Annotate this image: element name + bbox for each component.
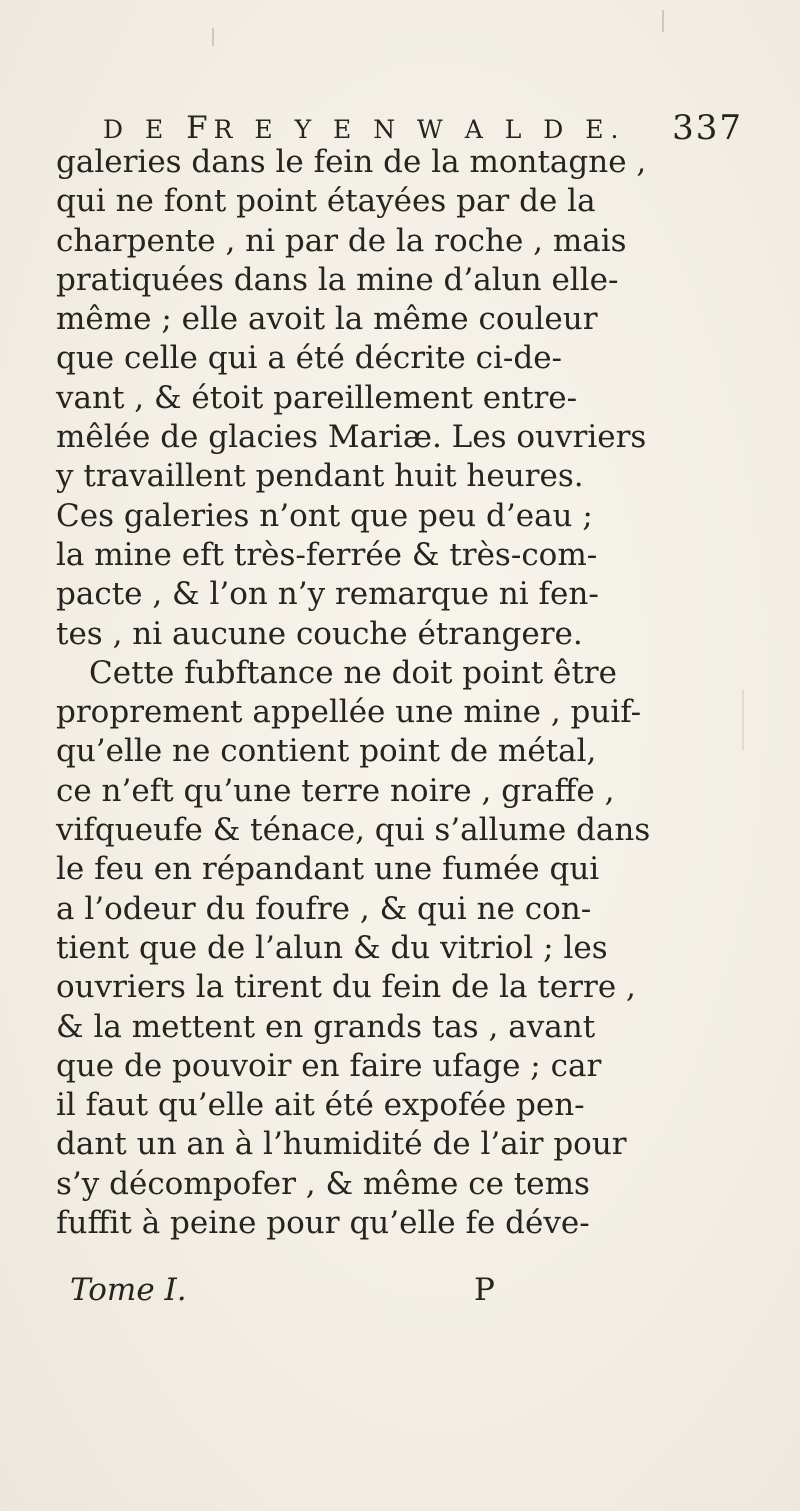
text-line: ouvriers la tirent du fein de la terre , [56,969,636,1006]
text-line: qu’elle ne contient point de métal, [56,733,597,770]
text-line: tient que de l’alun & du vitriol ; les [56,929,608,966]
text-line: il faut qu’elle ait été expofée pen- [56,1087,585,1124]
text-line: a l’odeur du foufre , & qui ne con- [56,890,592,927]
text-line: fuffit à peine pour qu’elle fe déve- [56,1205,590,1242]
page-number: 337 [672,108,743,148]
volume-label: Tome I. [70,1272,187,1308]
text-line: pacte , & l’on n’y remarque ni fen- [56,576,599,613]
text-line: que de pouvoir en faire ufage ; car [56,1047,602,1084]
text-line: vifqueufe & ténace, qui s’allume dans [56,812,651,849]
text-line: le feu en répandant une fumée qui [56,851,600,888]
paper-mark [662,10,664,32]
text-line: que celle qui a été décrite ci-de- [56,340,563,377]
text-line: charpente , ni par de la roche , mais [56,222,627,259]
running-head-initial: F [186,110,214,146]
text-line: s’y décompofer , & même ce tems [56,1165,590,1202]
text-line: ce n’eft qu’une terre noire , graffe , [56,772,615,809]
body-text [56,143,742,1243]
text-line: Cette fubftance ne doit point être [89,654,617,691]
text-line: & la mettent en grands tas , avant [56,1008,596,1045]
page-footer [70,1272,670,1322]
text-line: y travaillent pendant huit heures. [56,458,584,495]
text-line: proprement appellée une mine , puif- [56,694,642,731]
running-head-title: R E Y E N W A L D E. [213,115,626,144]
running-head-prefix: D E [103,115,171,144]
text-line: tes , ni aucune couche étrangere. [56,615,583,652]
text-line: même ; elle avoit la même couleur [56,301,598,338]
signature-mark: P [474,1272,495,1308]
text-line: la mine eft très-ferrée & très-com- [56,536,598,573]
text-line: mêlée de glacies Mariæ. Les ouvriers [56,419,647,456]
paper-mark [212,28,214,46]
text-line: Ces galeries n’ont que peu d’eau ; [56,497,593,534]
paper-mark [742,690,744,750]
text-line: dant un an à l’humidité de l’air pour [56,1126,627,1163]
text-line: vant , & étoit pareillement entre- [56,379,578,416]
text-line: pratiquées dans la mine d’alun elle- [56,261,619,298]
text-line: qui ne font point étayées par de la [56,183,596,220]
text-line: galeries dans le fein de la montagne , [56,144,647,180]
